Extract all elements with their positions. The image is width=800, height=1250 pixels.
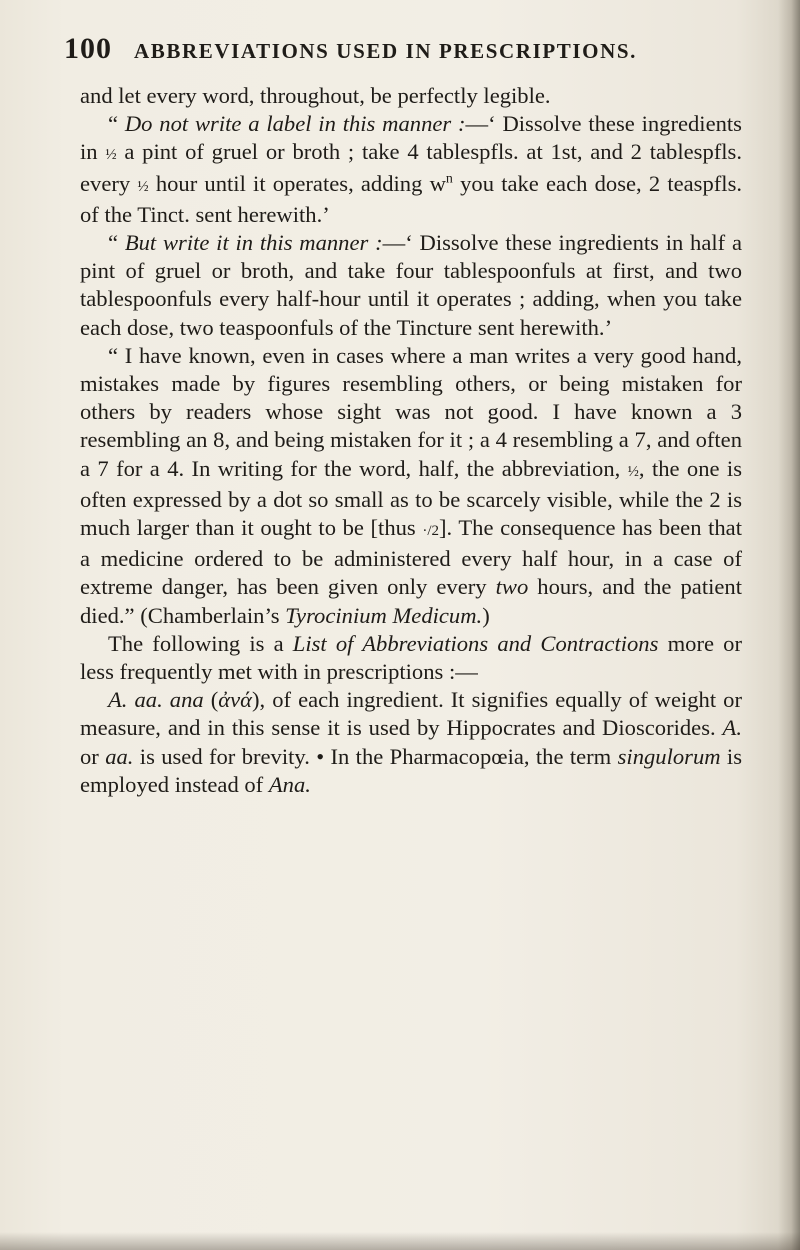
text-run: you take each dose, 2 teaspfls. of the Tinct. sent herewith.’ [80,170,743,227]
paragraph [80,229,742,342]
text-run: hours, and the patient died.” (Chamberlain’s [80,574,742,628]
superscript: n [445,171,453,187]
text-run: —‘ Dissolve these ingredients in half a pint of gruel or broth, and take four tablespoonfuls at first, and two tablespoonfuls every half-hour until it operates ; adding, when you take each dose, two teaspoonfuls of the Tincture sent herewith.’ [80,230,742,340]
italic-text: Tyrocinium Medicum. [285,602,483,628]
text-run: , the one is often expressed by a dot so small as to be scarcely visible, while the 2 is much larger than it ought to be [thus [80,455,743,541]
text-run: —‘ Dissolve these ingredients in [80,111,742,165]
italic-text: List of Abbreviations and Contractions [292,630,659,656]
paragraph [80,630,742,686]
text-run: and let every word, throughout, be perfectly legible. [80,83,551,108]
fraction: ½ [627,463,639,480]
text-run: or [80,743,106,769]
paragraph [80,110,742,229]
text-run: ]. The consequence has been that a medicine ordered to be administered every half hour, in a case of extreme danger, has been given only every [80,515,742,600]
running-title: ABBREVIATIONS USED IN PRESCRIPTIONS. [134,39,637,63]
text-run: is employed instead of [80,743,743,797]
italic-text: Ana. [268,771,311,797]
text-run: is used for brevity. • In the Pharmacopœia, the term [133,743,618,769]
text-run: a pint of gruel or broth ; take 4 tablespfls. at 1st, and 2 tablespfls. every [80,139,742,196]
italic-text: singulorum [617,743,721,769]
page-header [64,32,744,72]
page-spine-shadow [778,0,800,1250]
text-run: hour until it operates, adding w [148,170,446,196]
italic-text: A. aa. ana [108,687,204,713]
body-text [80,82,742,799]
italic-text: But write it in this manner : [124,230,383,256]
italic-text: Do not write a label in this manner : [124,111,466,137]
page-bottom-edge [0,1232,800,1250]
italic-text: A. [722,715,742,741]
paragraph [80,686,742,799]
paragraph [80,342,742,630]
paragraph [80,82,742,110]
page-number: 100 [64,32,112,65]
text-run: The following is a [108,630,293,656]
fraction: ½ [105,147,117,164]
text-run: “ [108,230,125,256]
fraction: ½ [137,178,149,195]
italic-text: aa. [105,743,134,769]
italic-text: two [495,574,529,600]
fraction: ·/2 [422,523,439,540]
text-run: ), of each ingredient. It signifies equally of weight or measure, and in this sense it is used by Hippocrates and Dioscorides. [80,687,742,741]
text-run: ) [482,602,490,628]
italic-text: ἀνά [218,687,252,713]
text-run: “ I have known, even in cases where a man writes a very good hand, mistakes made by figures resembling others, or being mistaken for others by readers whose sight was not good. I have known a 3 resembling an 8, and being mistaken for it ; a 4 resembling a 7, and often a 7 for a 4. In writing for the word, half, the abbreviation, [80,342,742,481]
text-run: ( [203,687,219,713]
text-run: “ [108,111,125,137]
text-run: more or less frequently met with in prescriptions :— [80,630,743,685]
